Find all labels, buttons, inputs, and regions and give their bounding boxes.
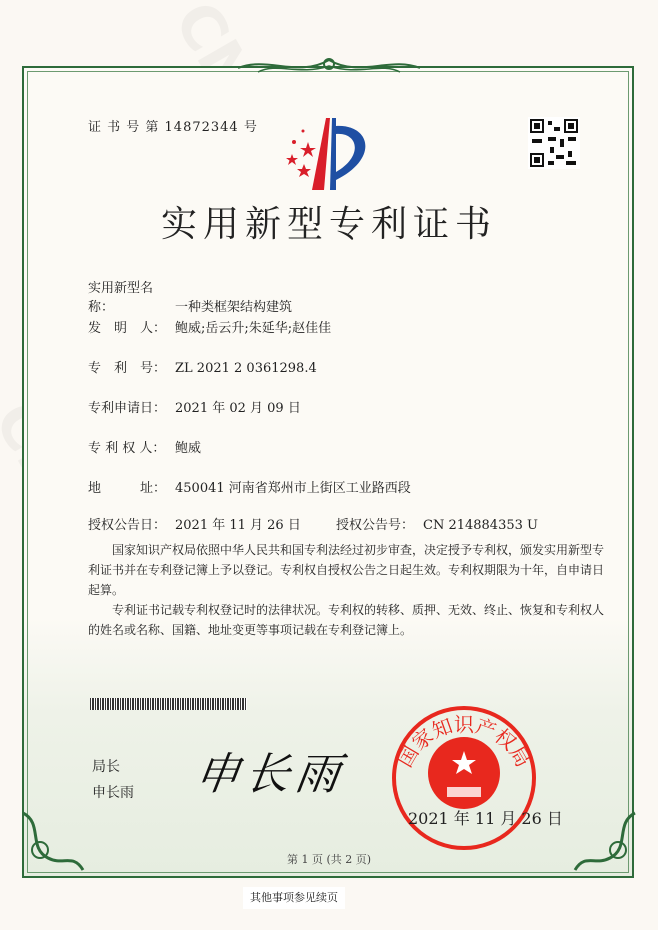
qr-code-icon [528,117,580,169]
field-address: 地 址： 450041 河南省郑州市上街区工业路西段 [88,481,411,496]
field-grant-date: 授权公告日： 2021 年 11 月 26 日 [88,518,301,533]
footer-note: 其他事项参见续页 [243,887,345,909]
corner-ornament-icon [570,808,640,878]
seal-date: 2021 年 11 月 26 日 [408,809,563,828]
legal-notice [88,540,608,640]
field-patentee: 专 利 权 人： 鲍威 [88,441,202,456]
notice-paragraph: 专利证书记载专利权登记时的法律状况。专利权的转移、质押、无效、终止、恢复和专利权人的姓名或名称、国籍、地址变更等事项记载在专利登记簿上。 [88,603,605,637]
barcode [90,698,247,710]
field-inventors: 发 明 人： 鲍威;岳云升;朱延华;赵佳佳 [88,321,332,336]
top-ornament-icon [238,54,420,80]
notice-paragraph: 国家知识产权局依照中华人民共和国专利法经过初步审查，决定授予专利权，颁发实用新型专利证书并在专利登记簿上予以登记。专利权自授权公告之日起生效。专利权期限为十年，自申请日起算。 [88,543,605,597]
page-number: 第 1 页 (共 2 页) [286,853,372,866]
official-seal-icon [389,703,539,853]
field-name: 实用新型名称： 一种类框架结构建筑 [88,281,293,315]
official-title: 局长 [92,759,120,775]
field-patent-number: 专 利 号： ZL 2021 2 0361298.4 [88,361,317,376]
certificate-number: 证 书 号 第 14872344 号 [88,120,258,135]
cnipa-logo-icon [280,118,380,192]
corner-ornament-icon [18,808,88,878]
seal-text: 国家知识产权局 [392,712,536,772]
field-announcement-number: 授权公告号： CN 214884353 U [336,518,538,533]
official-name: 申长雨 [92,785,134,801]
signature: 申长雨 [191,749,349,800]
field-application-date: 专利申请日： 2021 年 02 月 09 日 [88,401,301,416]
certificate-title: 实用新型专利证书 [160,204,497,245]
